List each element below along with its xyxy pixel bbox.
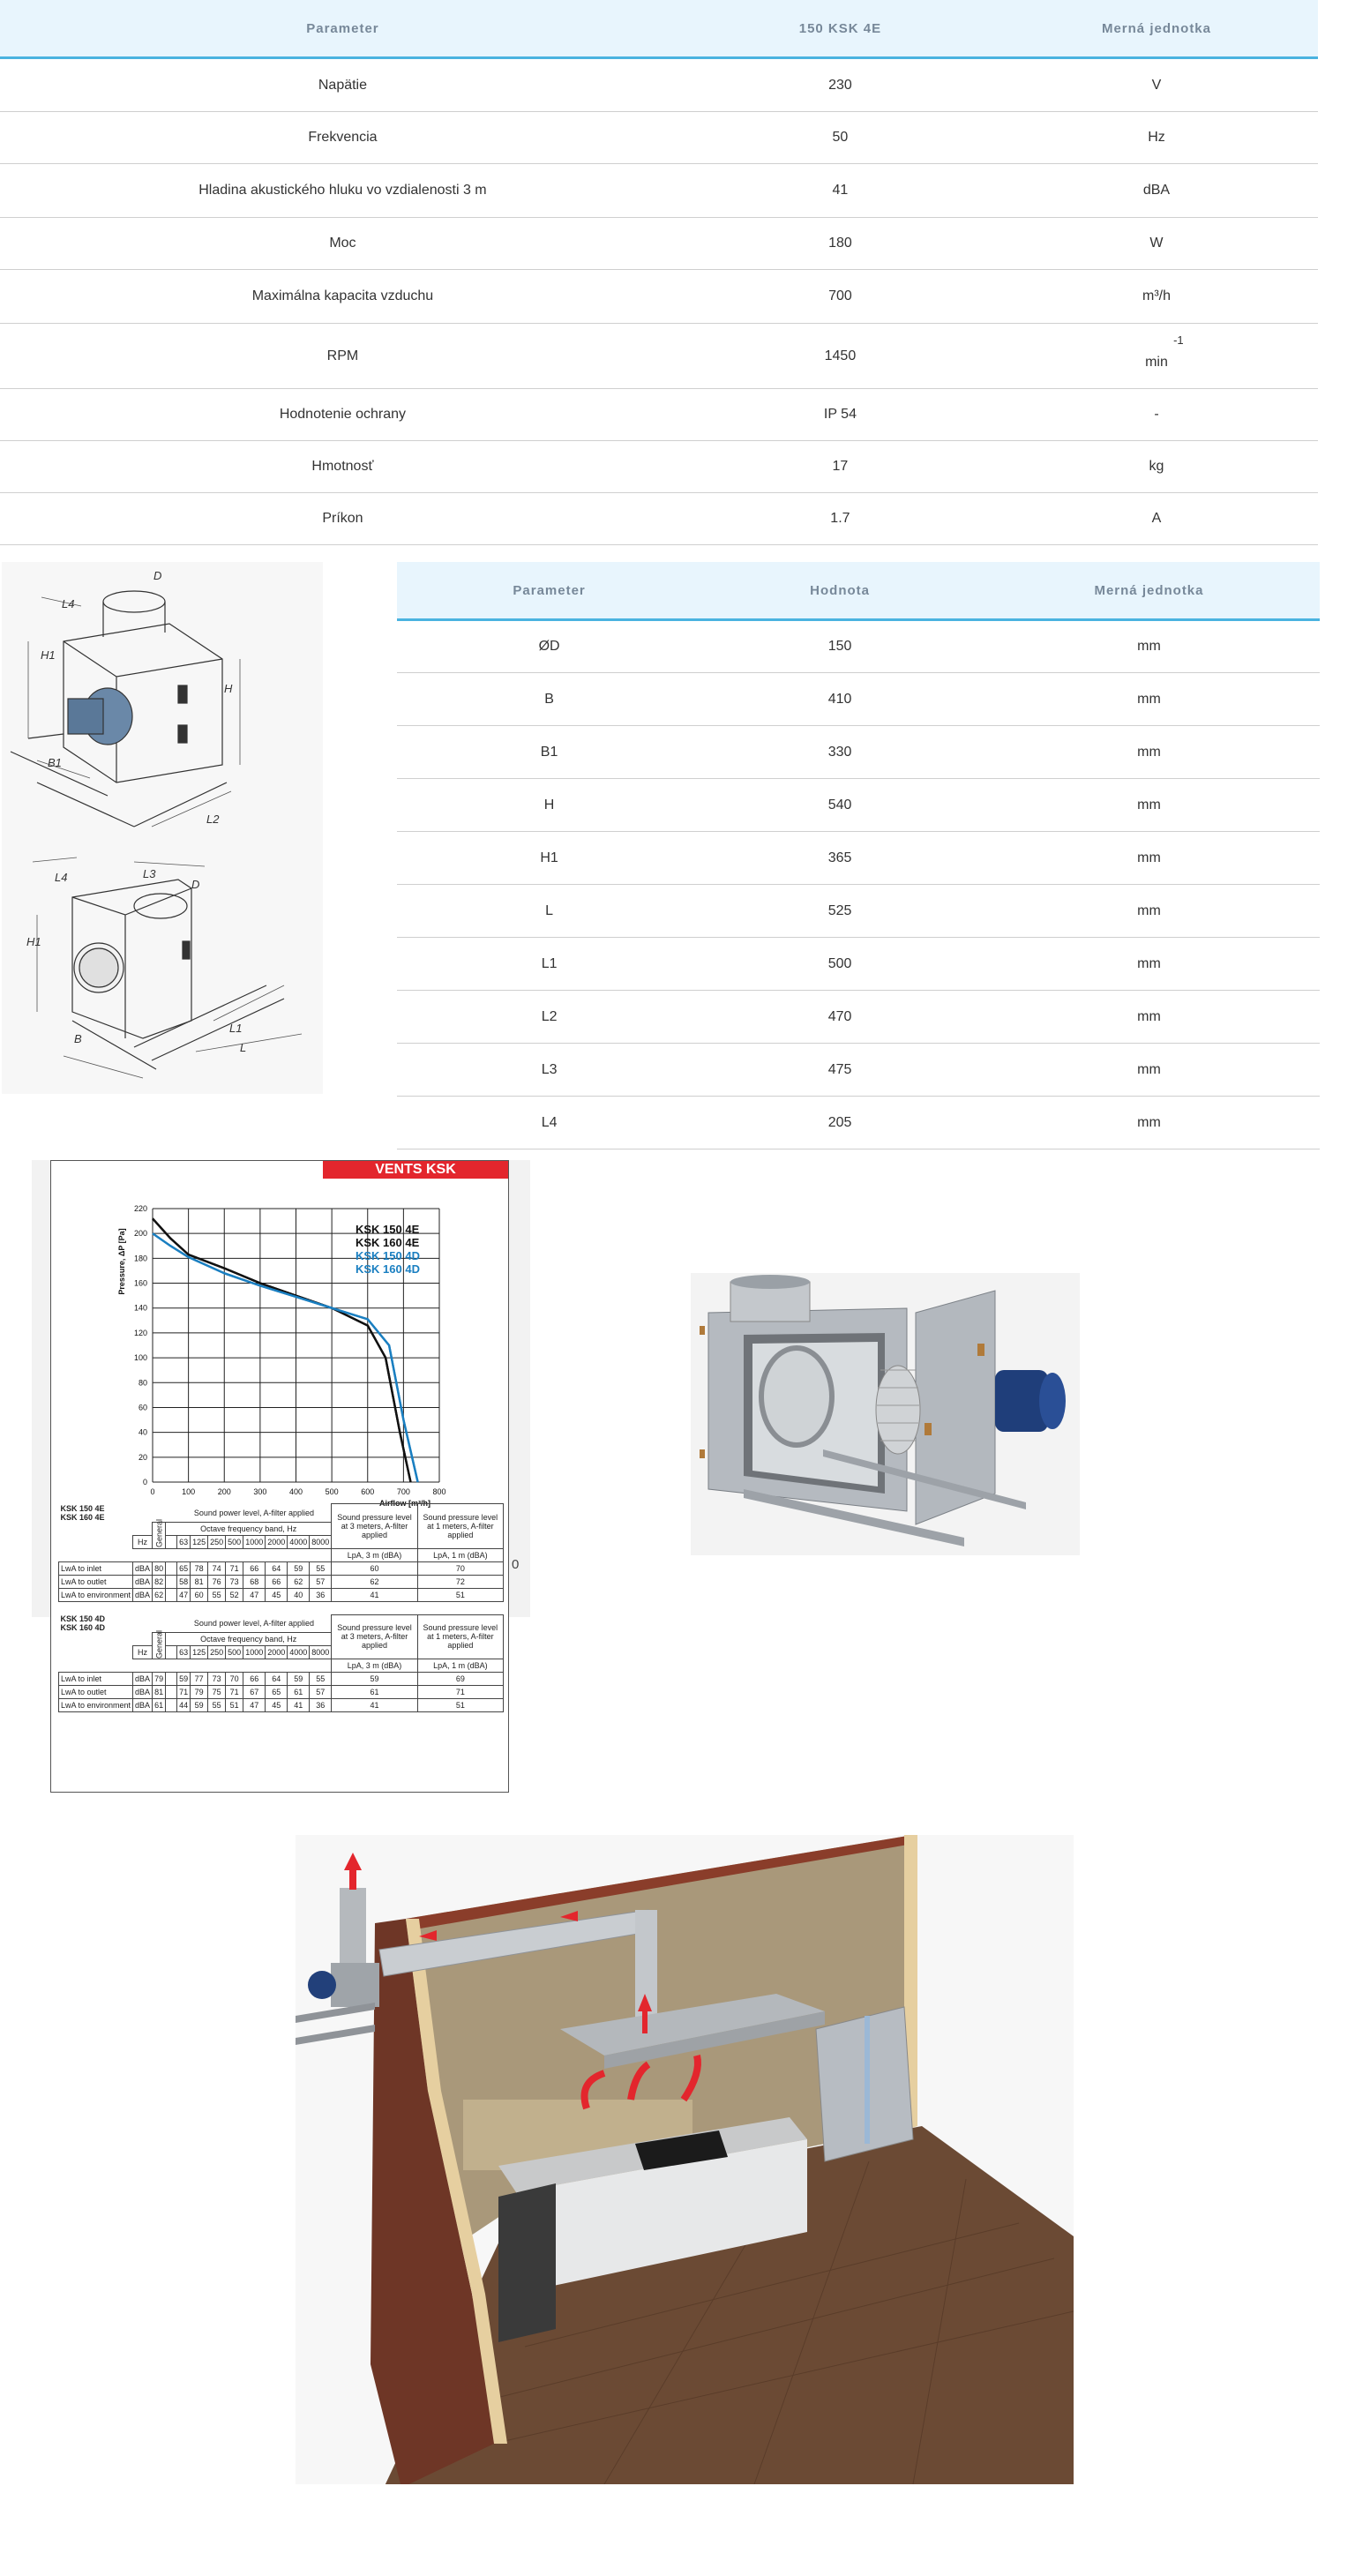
dim-unit: mm bbox=[978, 620, 1320, 673]
dim-value: 150 bbox=[701, 620, 978, 673]
brand-tag: VENTS KSK bbox=[323, 1161, 508, 1179]
spec-unit: - bbox=[995, 389, 1318, 441]
y-tick-label: 140 bbox=[133, 1303, 147, 1313]
sound-col-3m: Sound pressure level at 3 meters, A-filter applied bbox=[332, 1614, 417, 1659]
sound-unit-1m: LpA, 1 m (dBA) bbox=[417, 1659, 503, 1673]
spec-row bbox=[0, 270, 1318, 324]
sound-tables bbox=[58, 1503, 504, 1725]
sound-band: 250 bbox=[208, 1535, 226, 1548]
spec-param: Napätie bbox=[0, 58, 685, 112]
legend-entry: KSK 150 4E bbox=[356, 1223, 420, 1236]
drawing-label: L2 bbox=[206, 812, 220, 826]
sound-band: 1000 bbox=[243, 1646, 266, 1659]
sound-row-band-value: 58 bbox=[177, 1575, 191, 1588]
col-header-model: 150 KSK 4E bbox=[685, 0, 995, 58]
sound-row-label: LwA to inlet bbox=[59, 1673, 133, 1686]
spec-table-wrap bbox=[0, 0, 1318, 545]
sound-group-header: Sound power level, A-filter applied bbox=[177, 1504, 332, 1523]
drawing-label: H1 bbox=[26, 935, 41, 948]
y-tick-label: 100 bbox=[133, 1353, 147, 1363]
spec-row bbox=[0, 58, 1318, 112]
spec-param: Frekvencia bbox=[0, 112, 685, 164]
sound-band-header: Octave frequency band, Hz bbox=[166, 1522, 332, 1535]
sound-general-header: General bbox=[153, 1633, 166, 1659]
sound-band: 125 bbox=[191, 1535, 208, 1548]
spec-value: 41 bbox=[685, 164, 995, 218]
dim-param: ØD bbox=[397, 620, 701, 673]
dim-unit: mm bbox=[978, 1044, 1320, 1097]
sound-band-spacer bbox=[166, 1673, 177, 1686]
sound-band-spacer bbox=[166, 1575, 177, 1588]
sound-row-lpa3: 41 bbox=[332, 1699, 417, 1712]
sound-unit-3m: LpA, 3 m (dBA) bbox=[332, 1548, 417, 1561]
sound-row-unit: dBA bbox=[133, 1588, 153, 1601]
sound-row-band-value: 65 bbox=[266, 1686, 288, 1699]
sound-table-block bbox=[58, 1614, 504, 1713]
legend-entry: KSK 150 4D bbox=[356, 1249, 420, 1262]
sound-table bbox=[58, 1503, 504, 1602]
spec-unit: m³/h bbox=[995, 270, 1318, 324]
dims-table-wrap bbox=[397, 562, 1320, 1149]
sound-row-band-value: 71 bbox=[226, 1561, 243, 1575]
dim-unit: mm bbox=[978, 779, 1320, 832]
sound-band: 500 bbox=[226, 1646, 243, 1659]
sound-row-lpa1: 71 bbox=[417, 1686, 503, 1699]
x-tick-label: 300 bbox=[253, 1487, 267, 1496]
y-tick-label: 180 bbox=[133, 1254, 147, 1263]
sound-row-band-value: 66 bbox=[266, 1575, 288, 1588]
sound-band: 1000 bbox=[243, 1535, 266, 1548]
dimension-drawing-svg bbox=[2, 562, 323, 1094]
sound-col-3m: Sound pressure level at 3 meters, A-filter applied bbox=[332, 1504, 417, 1549]
spec-param: RPM bbox=[0, 324, 685, 389]
drawing-label: L bbox=[240, 1041, 247, 1054]
sound-row-label: LwA to environment bbox=[59, 1699, 133, 1712]
sound-row bbox=[59, 1699, 504, 1712]
sound-row-label: LwA to outlet bbox=[59, 1575, 133, 1588]
sound-row-band-value: 40 bbox=[288, 1588, 310, 1601]
dim-value: 475 bbox=[701, 1044, 978, 1097]
sound-row-band-value: 71 bbox=[226, 1686, 243, 1699]
drawing-label: D bbox=[191, 878, 200, 891]
spec-param: Príkon bbox=[0, 493, 685, 545]
sound-row-label: LwA to outlet bbox=[59, 1686, 133, 1699]
col-header-value: Hodnota bbox=[701, 562, 978, 620]
sound-row-band-value: 68 bbox=[243, 1575, 266, 1588]
drawing-label: L1 bbox=[229, 1022, 243, 1035]
x-tick-label: 400 bbox=[288, 1487, 303, 1496]
sound-row-band-value: 47 bbox=[177, 1588, 191, 1601]
sound-band-spacer bbox=[166, 1699, 177, 1712]
sound-row-band-value: 81 bbox=[191, 1575, 208, 1588]
sound-col-1m: Sound pressure level at 1 meters, A-filter applied bbox=[417, 1614, 503, 1659]
sound-row-band-value: 71 bbox=[177, 1686, 191, 1699]
y-tick-label: 60 bbox=[138, 1403, 147, 1412]
stray-digit: 0 bbox=[512, 1557, 520, 1572]
sound-table-models: KSK 150 4E KSK 160 4E bbox=[60, 1503, 105, 1522]
dim-row bbox=[397, 1044, 1320, 1097]
sound-row-band-value: 74 bbox=[208, 1561, 226, 1575]
dim-param: L4 bbox=[397, 1097, 701, 1149]
sound-row-band-value: 59 bbox=[177, 1673, 191, 1686]
spec-unit: Hz bbox=[995, 112, 1318, 164]
sound-row-band-value: 65 bbox=[177, 1561, 191, 1575]
sound-hz-label: Hz bbox=[133, 1535, 153, 1548]
dim-row bbox=[397, 832, 1320, 885]
sound-row-band-value: 45 bbox=[266, 1699, 288, 1712]
spec-value: 50 bbox=[685, 112, 995, 164]
dim-param: L3 bbox=[397, 1044, 701, 1097]
spec-value: 700 bbox=[685, 270, 995, 324]
sound-band: 8000 bbox=[310, 1535, 332, 1548]
spec-value: IP 54 bbox=[685, 389, 995, 441]
sound-row-band-value: 79 bbox=[191, 1686, 208, 1699]
dim-value: 540 bbox=[701, 779, 978, 832]
col-header-unit: Merná jednotka bbox=[978, 562, 1320, 620]
spec-value: 230 bbox=[685, 58, 995, 112]
sound-row-band-value: 57 bbox=[310, 1686, 332, 1699]
spec-row bbox=[0, 164, 1318, 218]
sound-row-label: LwA to inlet bbox=[59, 1561, 133, 1575]
dim-param: B bbox=[397, 673, 701, 726]
sound-row-lpa3: 61 bbox=[332, 1686, 417, 1699]
sound-row-unit: dBA bbox=[133, 1686, 153, 1699]
sound-band-header: Octave frequency band, Hz bbox=[166, 1633, 332, 1646]
dim-param: H1 bbox=[397, 832, 701, 885]
col-header-parameter: Parameter bbox=[397, 562, 701, 620]
sound-unit-3m: LpA, 3 m (dBA) bbox=[332, 1659, 417, 1673]
col-header-unit: Merná jednotka bbox=[995, 0, 1318, 58]
sound-row-band-value: 61 bbox=[288, 1686, 310, 1699]
dim-unit: mm bbox=[978, 991, 1320, 1044]
x-tick-label: 800 bbox=[432, 1487, 446, 1496]
sound-band: 2000 bbox=[266, 1646, 288, 1659]
x-tick-label: 200 bbox=[217, 1487, 231, 1496]
dim-row bbox=[397, 620, 1320, 673]
sound-band: 63 bbox=[177, 1646, 191, 1659]
sound-row bbox=[59, 1686, 504, 1699]
product-photo bbox=[691, 1273, 1080, 1555]
dim-row bbox=[397, 885, 1320, 938]
sound-row-lpa1: 72 bbox=[417, 1575, 503, 1588]
sound-row-lpa3: 62 bbox=[332, 1575, 417, 1588]
drawing-label: B bbox=[74, 1032, 82, 1045]
y-axis-label: Pressure, ΔP [Pa] bbox=[117, 1228, 126, 1295]
sound-row-band-value: 62 bbox=[288, 1575, 310, 1588]
sound-row-unit: dBA bbox=[133, 1575, 153, 1588]
sound-row bbox=[59, 1673, 504, 1686]
sound-row-general: 80 bbox=[153, 1561, 166, 1575]
spec-unit: V bbox=[995, 58, 1318, 112]
sound-row-lpa3: 41 bbox=[332, 1588, 417, 1601]
sound-row bbox=[59, 1561, 504, 1575]
sound-unit-1m: LpA, 1 m (dBA) bbox=[417, 1548, 503, 1561]
sound-row-general: 61 bbox=[153, 1699, 166, 1712]
spec-value: 17 bbox=[685, 441, 995, 493]
dims-table bbox=[397, 562, 1320, 1149]
sound-band: 500 bbox=[226, 1535, 243, 1548]
legend-entry: KSK 160 4D bbox=[356, 1262, 420, 1276]
spec-row bbox=[0, 493, 1318, 545]
sound-row-band-value: 52 bbox=[226, 1588, 243, 1601]
dim-row bbox=[397, 991, 1320, 1044]
sound-col-1m: Sound pressure level at 1 meters, A-filter applied bbox=[417, 1504, 503, 1549]
sound-table-models: KSK 150 4D KSK 160 4D bbox=[60, 1614, 106, 1632]
sound-row-label: LwA to environment bbox=[59, 1588, 133, 1601]
sound-row-band-value: 55 bbox=[310, 1561, 332, 1575]
sound-row-lpa1: 70 bbox=[417, 1561, 503, 1575]
drawing-label: L4 bbox=[62, 597, 75, 610]
sound-row-band-value: 59 bbox=[191, 1699, 208, 1712]
dim-value: 410 bbox=[701, 673, 978, 726]
spec-param: Hodnotenie ochrany bbox=[0, 389, 685, 441]
x-tick-label: 600 bbox=[361, 1487, 375, 1496]
dim-value: 500 bbox=[701, 938, 978, 991]
spec-param: Hmotnosť bbox=[0, 441, 685, 493]
spec-table-header bbox=[0, 0, 1318, 58]
sound-row bbox=[59, 1588, 504, 1601]
sound-band-spacer bbox=[166, 1588, 177, 1601]
sound-band: 2000 bbox=[266, 1535, 288, 1548]
dim-value: 205 bbox=[701, 1097, 978, 1149]
spec-unit: A bbox=[995, 493, 1318, 545]
spec-value: 1.7 bbox=[685, 493, 995, 545]
sound-group-header: Sound power level, A-filter applied bbox=[177, 1614, 332, 1633]
y-tick-label: 40 bbox=[138, 1427, 147, 1437]
sound-row-band-value: 55 bbox=[310, 1673, 332, 1686]
sound-row-band-value: 66 bbox=[243, 1673, 266, 1686]
sound-row-band-value: 78 bbox=[191, 1561, 208, 1575]
sound-row-lpa3: 59 bbox=[332, 1673, 417, 1686]
dim-row bbox=[397, 1097, 1320, 1149]
dim-unit: mm bbox=[978, 938, 1320, 991]
sound-row-band-value: 41 bbox=[288, 1699, 310, 1712]
sound-row bbox=[59, 1575, 504, 1588]
spec-value: 180 bbox=[685, 218, 995, 270]
dim-param: L2 bbox=[397, 991, 701, 1044]
spec-row bbox=[0, 218, 1318, 270]
drawing-label: H bbox=[224, 682, 233, 695]
dim-unit: mm bbox=[978, 726, 1320, 779]
dim-unit: mm bbox=[978, 832, 1320, 885]
drawing-label: B1 bbox=[48, 756, 62, 769]
y-tick-label: 80 bbox=[138, 1378, 147, 1388]
sound-row-band-value: 59 bbox=[288, 1561, 310, 1575]
sound-row-band-value: 44 bbox=[177, 1699, 191, 1712]
spec-param: Maximálna kapacita vzduchu bbox=[0, 270, 685, 324]
dim-param: B1 bbox=[397, 726, 701, 779]
y-tick-label: 160 bbox=[133, 1278, 147, 1288]
sound-row-lpa3: 60 bbox=[332, 1561, 417, 1575]
dim-unit: mm bbox=[978, 673, 1320, 726]
dim-value: 470 bbox=[701, 991, 978, 1044]
y-tick-label: 200 bbox=[133, 1229, 147, 1239]
spec-row bbox=[0, 389, 1318, 441]
spec-value: 1450 bbox=[685, 324, 995, 389]
drawing-label: L3 bbox=[143, 867, 156, 880]
spec-unit: kg bbox=[995, 441, 1318, 493]
x-axis-label: Airflow [m³/h] bbox=[379, 1499, 430, 1508]
dims-table-header bbox=[397, 562, 1320, 620]
sound-row-band-value: 36 bbox=[310, 1699, 332, 1712]
sound-row-lpa1: 51 bbox=[417, 1699, 503, 1712]
spec-table bbox=[0, 0, 1318, 545]
performance-chart bbox=[51, 1180, 508, 1516]
sound-row-band-value: 67 bbox=[243, 1686, 266, 1699]
sound-row-band-value: 75 bbox=[208, 1686, 226, 1699]
y-tick-label: 20 bbox=[138, 1452, 147, 1462]
drawing-label: H1 bbox=[41, 648, 56, 662]
sound-band: 4000 bbox=[288, 1646, 310, 1659]
drawing-label: D bbox=[153, 569, 162, 582]
rpm-unit-exponent: -1 bbox=[1173, 333, 1184, 348]
sound-row-lpa1: 51 bbox=[417, 1588, 503, 1601]
sound-row-band-value: 60 bbox=[191, 1588, 208, 1601]
spec-param: Hladina akustického hluku vo vzdialenosti 3 m bbox=[0, 164, 685, 218]
sound-row-band-value: 36 bbox=[310, 1588, 332, 1601]
x-tick-label: 700 bbox=[396, 1487, 410, 1496]
sound-row-band-value: 73 bbox=[208, 1673, 226, 1686]
dimension-drawings bbox=[2, 562, 323, 1094]
spec-unit: W bbox=[995, 218, 1318, 270]
kitchen-installation-image bbox=[296, 1835, 1074, 2484]
sound-row-band-value: 51 bbox=[226, 1699, 243, 1712]
sound-row-band-value: 47 bbox=[243, 1699, 266, 1712]
sound-row-band-value: 70 bbox=[226, 1673, 243, 1686]
dim-param: L bbox=[397, 885, 701, 938]
sound-row-lpa1: 69 bbox=[417, 1673, 503, 1686]
dim-row bbox=[397, 726, 1320, 779]
sound-row-band-value: 64 bbox=[266, 1673, 288, 1686]
x-tick-label: 100 bbox=[182, 1487, 196, 1496]
dim-row bbox=[397, 673, 1320, 726]
y-tick-label: 0 bbox=[142, 1478, 147, 1486]
performance-chart-panel bbox=[50, 1160, 509, 1793]
sound-row-unit: dBA bbox=[133, 1673, 153, 1686]
spec-row bbox=[0, 112, 1318, 164]
sound-row-general: 62 bbox=[153, 1588, 166, 1601]
dim-value: 365 bbox=[701, 832, 978, 885]
dim-param: L1 bbox=[397, 938, 701, 991]
spec-row bbox=[0, 324, 1318, 389]
sound-row-general: 81 bbox=[153, 1686, 166, 1699]
y-tick-label: 220 bbox=[133, 1204, 147, 1213]
y-tick-label: 120 bbox=[133, 1328, 147, 1337]
sound-band: 63 bbox=[177, 1535, 191, 1548]
sound-row-band-value: 55 bbox=[208, 1588, 226, 1601]
drawing-label: L4 bbox=[55, 871, 68, 884]
spec-unit bbox=[995, 324, 1318, 389]
sound-row-band-value: 47 bbox=[243, 1588, 266, 1601]
sound-row-band-value: 76 bbox=[208, 1575, 226, 1588]
dim-value: 525 bbox=[701, 885, 978, 938]
sound-row-general: 82 bbox=[153, 1575, 166, 1588]
sound-band-spacer bbox=[166, 1535, 177, 1548]
dim-value: 330 bbox=[701, 726, 978, 779]
sound-band: 4000 bbox=[288, 1535, 310, 1548]
x-tick-label: 500 bbox=[325, 1487, 339, 1496]
sound-band: 8000 bbox=[310, 1646, 332, 1659]
dim-unit: mm bbox=[978, 885, 1320, 938]
legend-entry: KSK 160 4E bbox=[356, 1236, 420, 1249]
sound-table bbox=[58, 1614, 504, 1713]
sound-row-band-value: 66 bbox=[243, 1561, 266, 1575]
rpm-unit-base: min bbox=[1145, 354, 1168, 370]
sound-row-band-value: 55 bbox=[208, 1699, 226, 1712]
dim-row bbox=[397, 938, 1320, 991]
sound-band-spacer bbox=[166, 1561, 177, 1575]
sound-row-band-value: 77 bbox=[191, 1673, 208, 1686]
dim-row bbox=[397, 779, 1320, 832]
spec-param: Moc bbox=[0, 218, 685, 270]
col-header-parameter: Parameter bbox=[0, 0, 685, 58]
sound-band-spacer bbox=[166, 1686, 177, 1699]
sound-general-header: General bbox=[153, 1522, 166, 1548]
sound-hz-label: Hz bbox=[133, 1646, 153, 1659]
spec-unit: dBA bbox=[995, 164, 1318, 218]
sound-row-band-value: 57 bbox=[310, 1575, 332, 1588]
x-tick-label: 0 bbox=[150, 1487, 155, 1496]
sound-row-band-value: 73 bbox=[226, 1575, 243, 1588]
dim-param: H bbox=[397, 779, 701, 832]
sound-row-band-value: 64 bbox=[266, 1561, 288, 1575]
sound-band: 125 bbox=[191, 1646, 208, 1659]
sound-row-unit: dBA bbox=[133, 1699, 153, 1712]
sound-row-general: 79 bbox=[153, 1673, 166, 1686]
spec-row bbox=[0, 441, 1318, 493]
sound-row-unit: dBA bbox=[133, 1561, 153, 1575]
sound-row-band-value: 45 bbox=[266, 1588, 288, 1601]
sound-band: 250 bbox=[208, 1646, 226, 1659]
dim-unit: mm bbox=[978, 1097, 1320, 1149]
sound-table-block bbox=[58, 1503, 504, 1602]
sound-row-band-value: 59 bbox=[288, 1673, 310, 1686]
sound-band-spacer bbox=[166, 1646, 177, 1659]
